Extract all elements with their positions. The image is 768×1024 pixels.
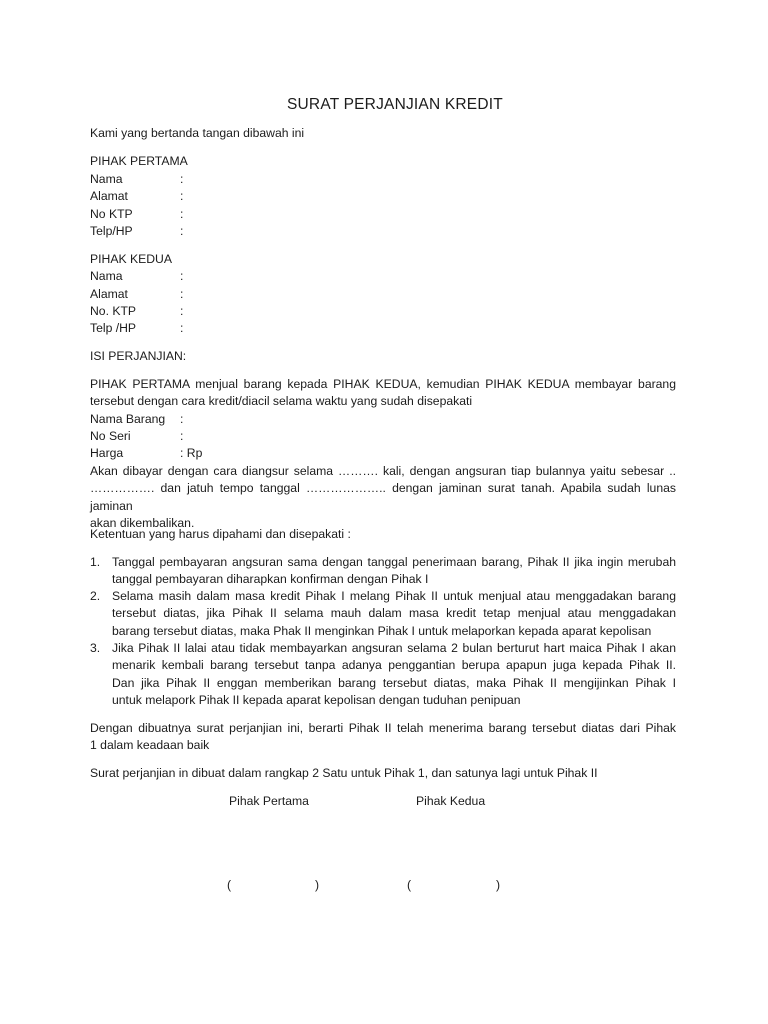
penutup-paragraph [90, 720, 676, 755]
barang-seri-colon: : [180, 429, 184, 443]
ketentuan-line: tersebut diatas, jika Pihak II selama mauh dalam masa kredit tetap menjual atau menggadakan [112, 606, 676, 621]
document-title: SURAT PERJANJIAN KREDIT [287, 96, 503, 113]
signature-pertama-open-paren: ( [227, 878, 232, 892]
signature-pertama-close-paren: ) [315, 878, 320, 892]
signature-kedua-open-paren: ( [407, 878, 412, 892]
barang-nama-colon: : [180, 412, 184, 426]
ketentuan-line: Tanggal pembayaran angsuran sama dengan tanggal penerimaan barang, Pihak II jika ingin merubah [112, 555, 676, 569]
pihak-pertama-heading: PIHAK PERTAMA [90, 154, 188, 168]
pembayaran-line: ……………. dan jatuh tempo tanggal ……………….. dengan jaminan surat tanah. Apabila sudah lunas jaminan [90, 481, 676, 513]
barang-harga-label: Harga [90, 446, 124, 460]
signature-kedua-close-paren: ) [496, 878, 501, 892]
ketentuan-heading: Ketentuan yang harus dipahami dan disepakati : [90, 527, 351, 541]
pertama-alamat-label: Alamat [90, 189, 128, 203]
pembayaran-paragraph [90, 463, 676, 532]
kedua-ktp-colon: : [180, 304, 184, 318]
ketentuan-item [112, 554, 676, 589]
ketentuan-line: Dan jika Pihak II enggan memberikan barang tersebut diatas, maka Pihak II mengijinkan Pihak I [112, 675, 676, 690]
pertama-telp-label: Telp/HP [90, 224, 133, 238]
kedua-nama-label: Nama [90, 269, 123, 283]
ketentuan-line: menarik kembali barang tersebut tanpa adanya penggantian berupa apapun juga kepada Pihak II. [112, 658, 676, 673]
penutup-line: 1 dalam keadaan baik [90, 738, 210, 753]
pihak-kedua-heading: PIHAK KEDUA [90, 252, 172, 266]
pertama-alamat-colon: : [180, 189, 184, 203]
pertama-telp-colon: : [180, 224, 184, 238]
ketentuan-number: 2. [90, 589, 101, 603]
kedua-alamat-label: Alamat [90, 287, 128, 301]
pertama-ktp-colon: : [180, 207, 184, 221]
isi-perjanjian-heading: ISI PERJANJIAN: [90, 349, 187, 363]
isi-line: tersebut dengan cara kredit/diacil selama waktu yang sudah disepakati [90, 394, 473, 409]
ketentuan-line: Jika Pihak II lalai atau tidak membayarkan angsuran selama 2 bulan berturut hart maica Pihak I akan [112, 641, 676, 655]
barang-nama-label: Nama Barang [90, 412, 166, 426]
pertama-nama-label: Nama [90, 172, 123, 186]
barang-seri-label: No Seri [90, 429, 131, 443]
signature-pihak-kedua-label: Pihak Kedua [416, 794, 486, 808]
ketentuan-line: tanggal pembayaran diharapkan konfirman dengan Pihak I [112, 572, 429, 587]
intro-text: Kami yang bertanda tangan dibawah ini [90, 126, 305, 140]
kedua-telp-colon: : [180, 321, 184, 335]
signature-pihak-pertama-label: Pihak Pertama [229, 794, 309, 808]
pembayaran-line: Akan dibayar dengan cara diangsur selama ………. kali, dengan angsuran tiap bulannya yaitu sebesar .. [90, 464, 676, 478]
barang-harga-colon: : Rp [180, 446, 203, 460]
ketentuan-line: untuk melapork Pihak II kepada aparat kepolisan dengan tuduhan penipuan [112, 692, 521, 707]
kedua-ktp-label: No. KTP [90, 304, 137, 318]
kedua-alamat-colon: : [180, 287, 184, 301]
ketentuan-item [112, 640, 676, 709]
ketentuan-item [112, 588, 676, 640]
isi-line: PIHAK PERTAMA menjual barang kepada PIHAK KEDUA, kemudian PIHAK KEDUA membayar barang [90, 377, 676, 391]
ketentuan-line: barang tersebut diatas, maka Phak II menginkan Pihak I untuk melaporkan kepada aparat kepolisan [112, 623, 652, 638]
pertama-nama-colon: : [180, 172, 184, 186]
pembayaran-line: akan dikembalikan. [90, 515, 195, 530]
kedua-nama-colon: : [180, 269, 184, 283]
isi-paragraph [90, 376, 676, 411]
ketentuan-number: 3. [90, 641, 101, 655]
ketentuan-line: Selama masih dalam masa kredit Pihak I melang Pihak II untuk menjual atau menggadakan barang [112, 589, 676, 603]
ketentuan-number: 1. [90, 555, 101, 569]
pertama-ktp-label: No KTP [90, 207, 133, 221]
kedua-telp-label: Telp /HP [90, 321, 137, 335]
penutup-line: Dengan dibuatnya surat perjanjian ini, berarti Pihak II telah menerima barang tersebut diatas dari Pihak [90, 721, 676, 735]
rangkap-text: Surat perjanjian in dibuat dalam rangkap 2 Satu untuk Pihak 1, dan satunya lagi untuk Pihak II [90, 766, 598, 780]
